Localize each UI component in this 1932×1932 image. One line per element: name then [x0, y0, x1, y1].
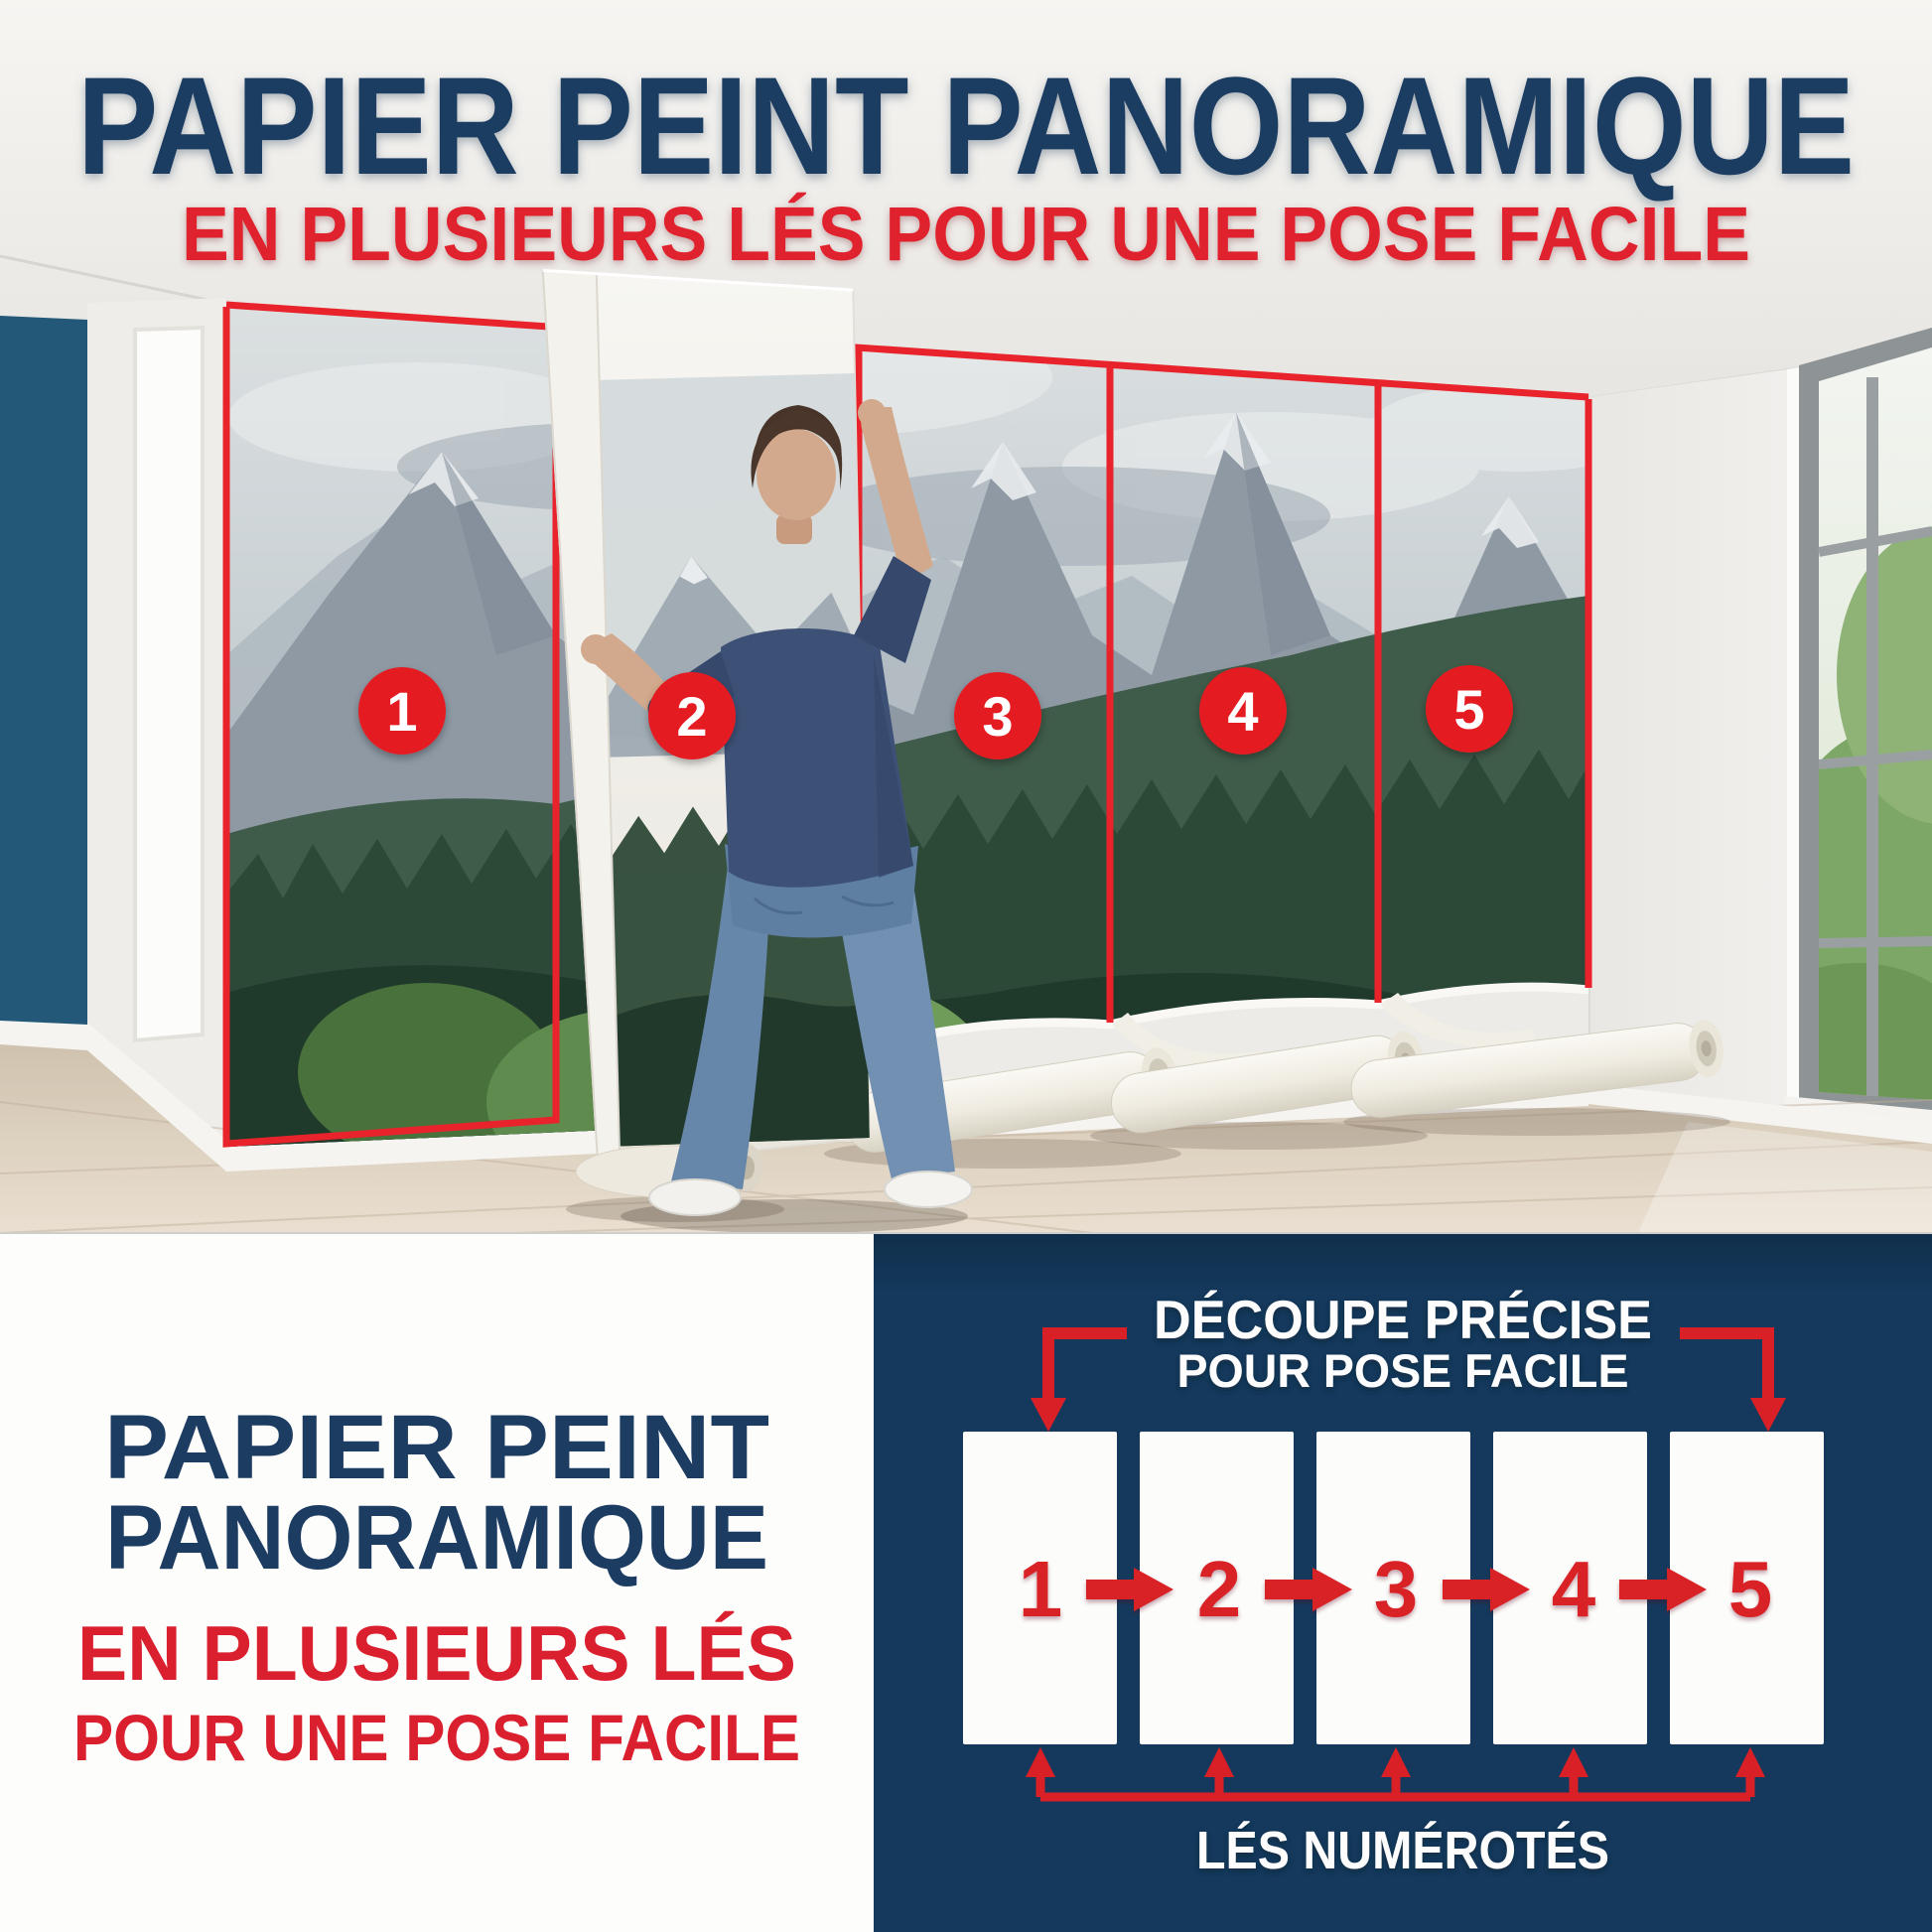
strip-number-3: 3 — [1373, 1545, 1419, 1633]
bottom-subtitle-line2: POUR UNE POSE FACILE — [73, 1701, 800, 1774]
bottom-subtitle-line1: EN PLUSIEURS LÉS — [77, 1609, 796, 1697]
hero-subtitle: EN PLUSIEURS LÉS POUR UNE POSE FACILE — [182, 192, 1750, 277]
hand-right — [858, 399, 886, 427]
shoe-left — [649, 1179, 741, 1215]
right-wall — [1588, 328, 1932, 1142]
bottom-title-line2: PANORAMIQUE — [105, 1487, 768, 1588]
diagram-heading-line1: DÉCOUPE PRÉCISE — [1154, 1289, 1652, 1350]
strip-number-5: 5 — [1727, 1545, 1773, 1633]
diagram-caption: LÉS NUMÉROTÉS — [1196, 1821, 1609, 1880]
diagram-panel — [874, 1233, 1932, 1932]
bottom-left-panel — [0, 1233, 874, 1932]
panel-number-2: 2 — [676, 685, 708, 748]
hand-left — [581, 634, 611, 664]
section-divider — [0, 1232, 1932, 1234]
doorway — [135, 328, 203, 1040]
panel-number-5: 5 — [1453, 678, 1485, 741]
panel-number-1: 1 — [386, 680, 418, 743]
diagram-top-shade — [874, 1233, 1932, 1293]
window-jamb — [1787, 367, 1799, 1110]
strip-number-2: 2 — [1196, 1545, 1242, 1633]
shoe-right — [885, 1172, 972, 1207]
strip-number-4: 4 — [1551, 1545, 1596, 1633]
diagram-heading-line2: POUR POSE FACILE — [1176, 1344, 1629, 1397]
strip-number-1: 1 — [1018, 1545, 1063, 1633]
accent-wall — [0, 316, 87, 1050]
hero-title: PAPIER PEINT PANORAMIQUE — [77, 48, 1855, 204]
panel-number-4: 4 — [1227, 680, 1259, 743]
panel-number-3: 3 — [982, 685, 1014, 748]
bottom-section — [0, 1233, 1932, 1932]
bottom-title-line1: PAPIER PEINT — [104, 1397, 769, 1498]
